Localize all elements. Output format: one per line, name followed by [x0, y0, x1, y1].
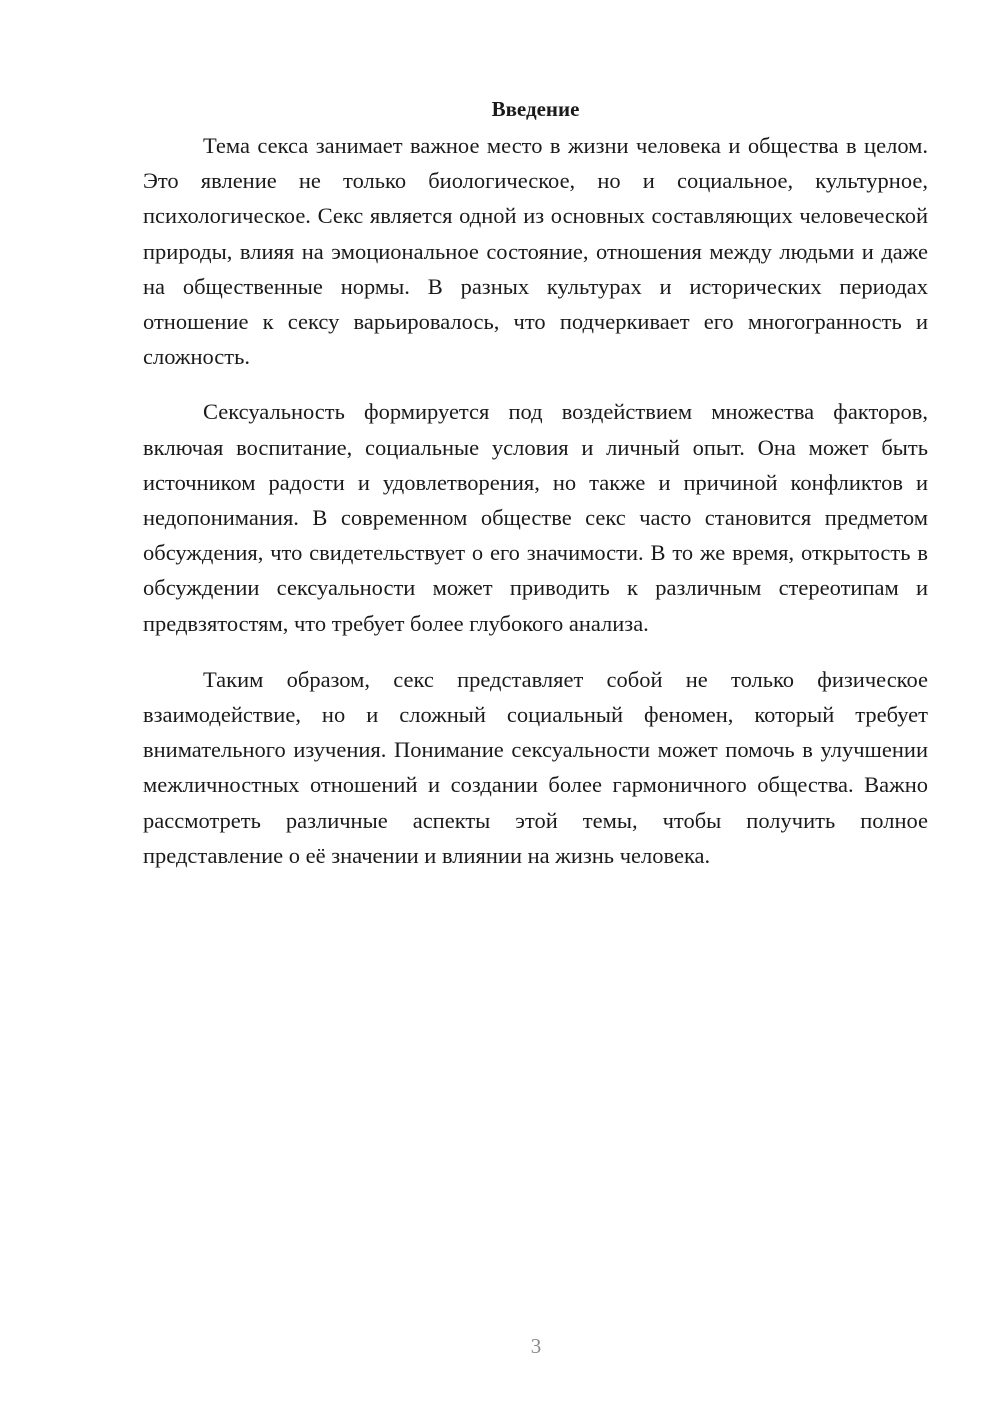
page-body	[143, 92, 928, 873]
section-heading: Введение	[491, 97, 580, 121]
paragraph-3: Таким образом, секс представляет собой не только физическое взаимодействие, но и сложный социальный феномен, который требует внимательного изучения. Понимание сексуальности может помочь в улучшении межличностных отношений и создании более гармоничного общества. Важно рассмотреть различные аспекты этой темы, чтобы получить полное представление о её значении и влиянии на жизнь человека.	[143, 666, 928, 868]
paragraph-1: Тема секса занимает важное место в жизни человека и общества в целом. Это явление не только биологическое, но и социальное, культурное, психологическое. Секс является одной из основных составляющих человеческой природы, влияя на эмоциональное состояние, отношения между людьми и даже на общественные нормы. В разных культурах и исторических периодах отношение к сексу варьировалось, что подчеркивает его многогранность и сложность.	[143, 133, 928, 370]
paragraph-2: Сексуальность формируется под воздействием множества факторов, включая воспитание, социальные условия и личный опыт. Она может быть источником радости и удовлетворения, но также и причиной конфликтов и недопонимания. В современном обществе секс часто становится предметом обсуждения, что свидетельствует о его значимости. В то же время, открытость в обсуждении сексуальности может приводить к различным стереотипам и предвзятостям, что требует более глубокого анализа.	[143, 399, 928, 636]
page-number: 3	[530, 1334, 542, 1358]
